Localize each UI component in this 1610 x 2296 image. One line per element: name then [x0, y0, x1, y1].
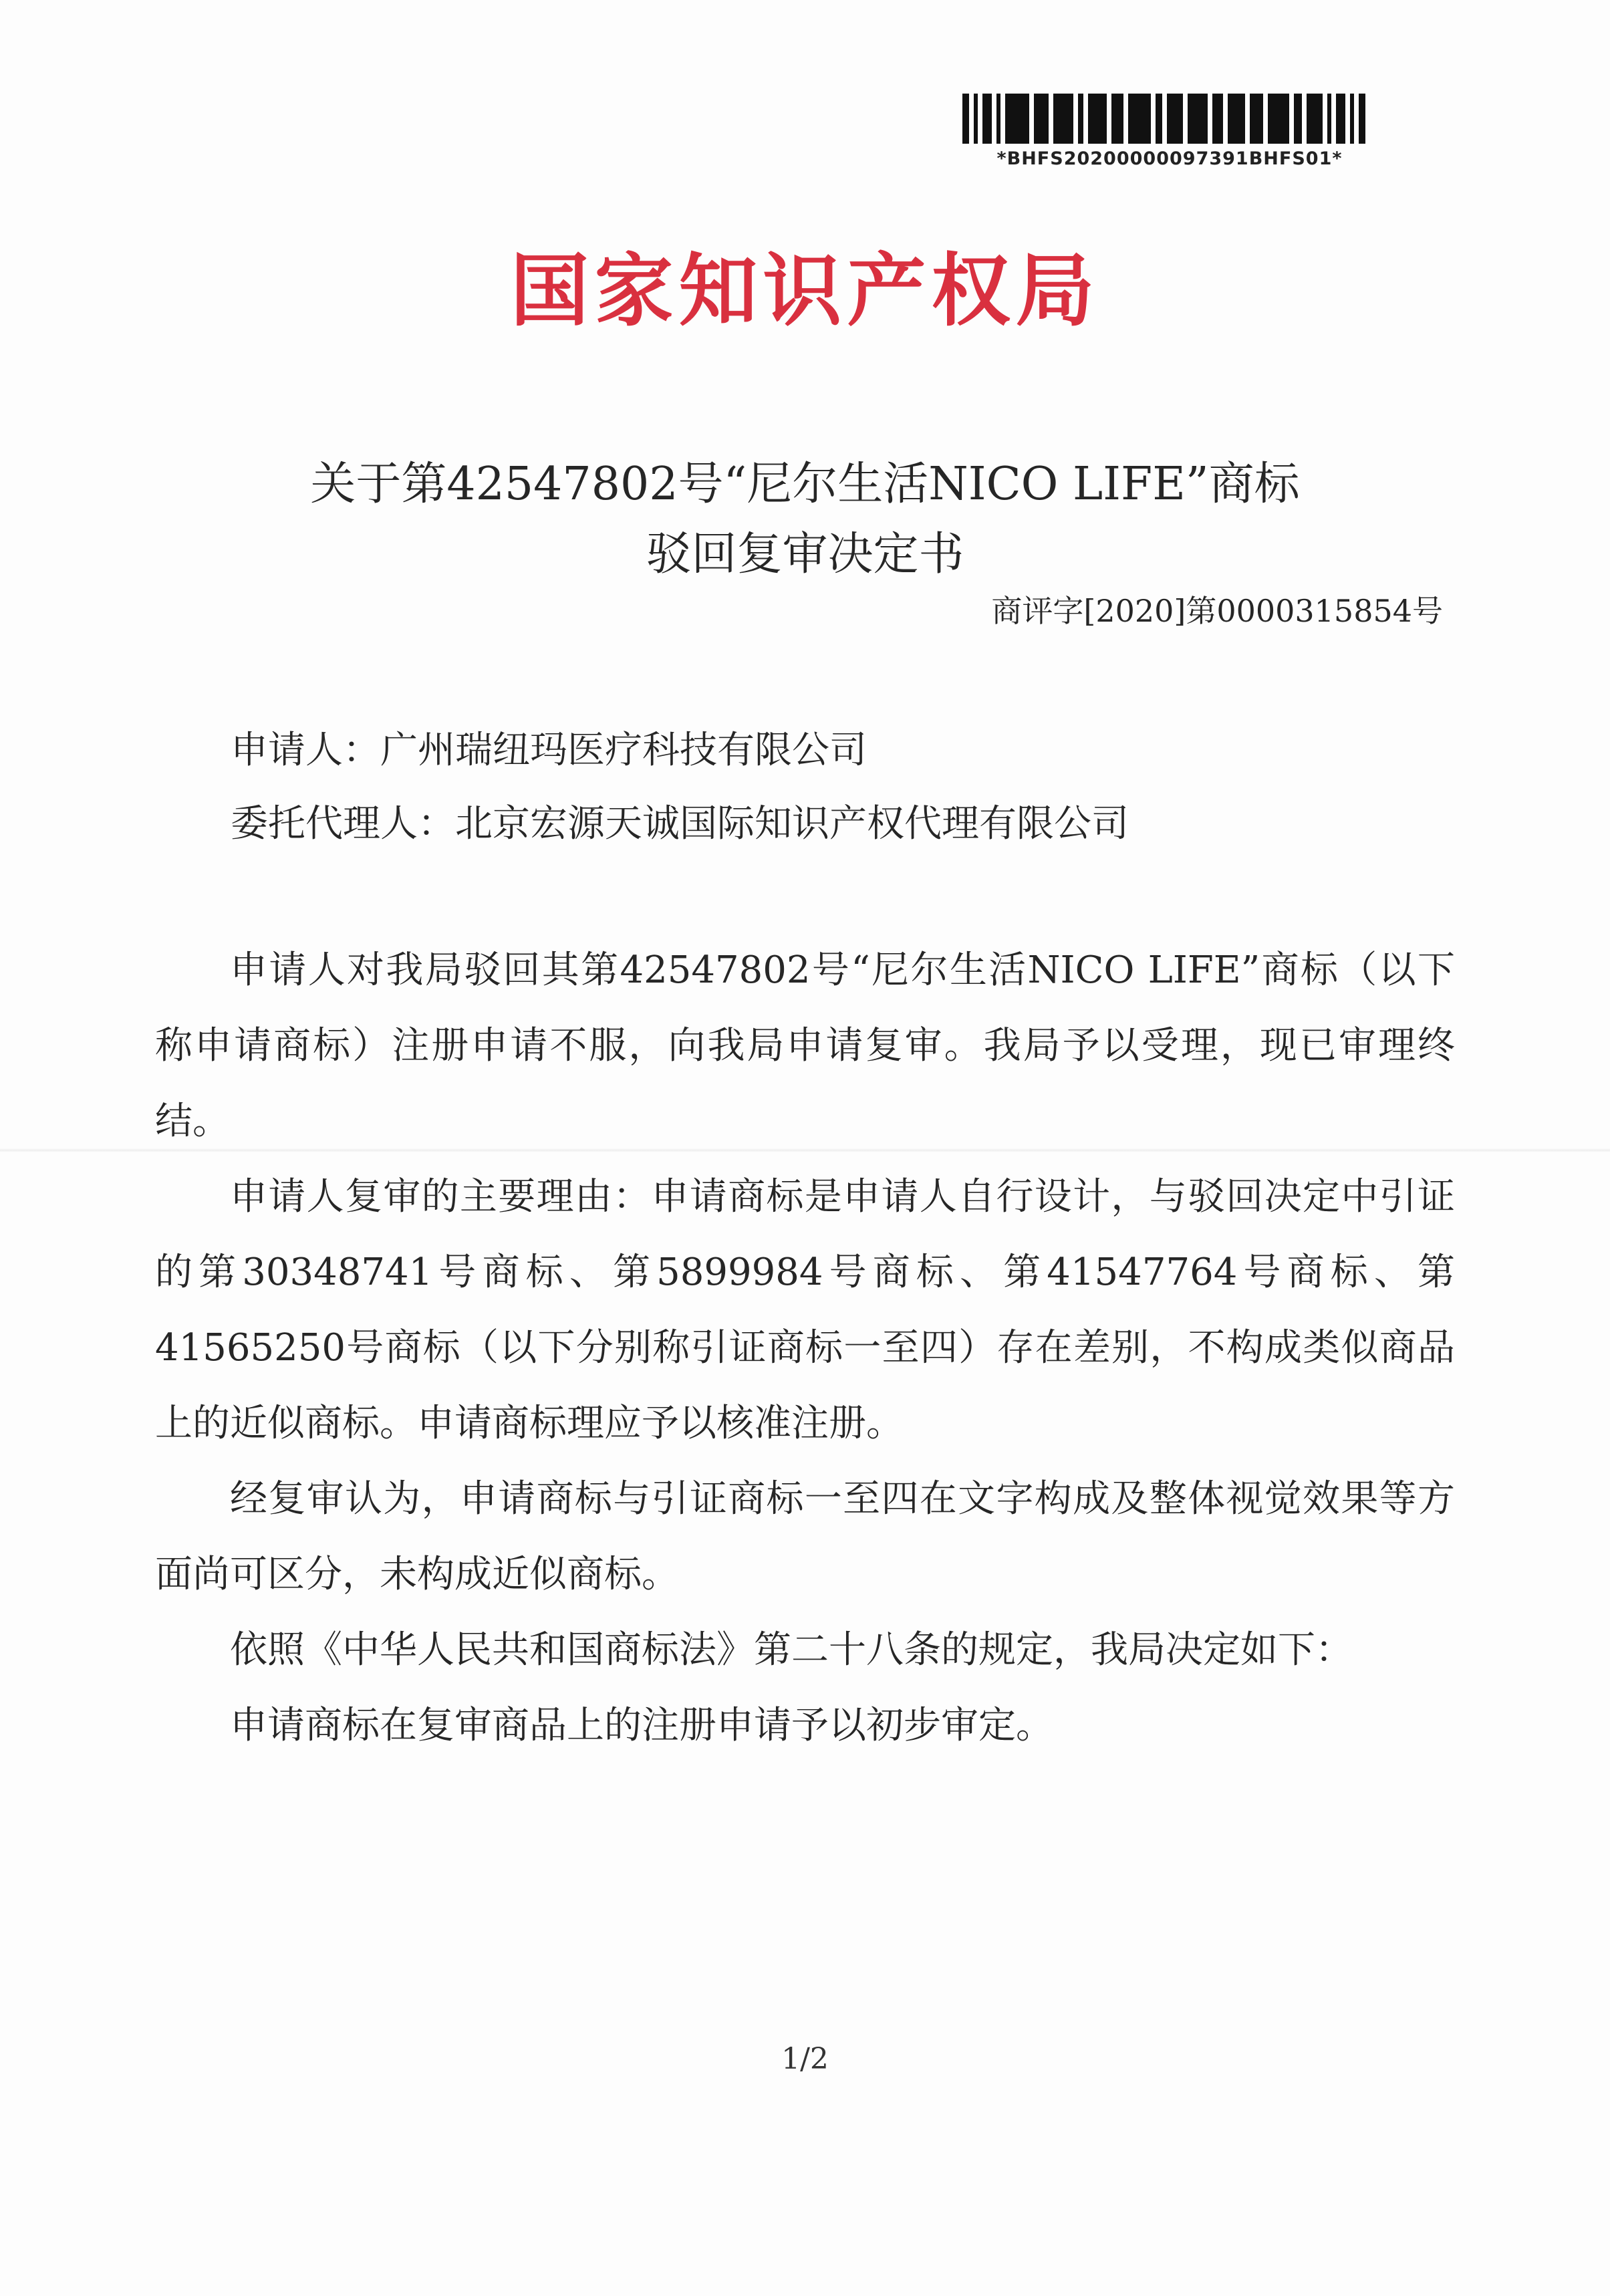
page-number: 1/2: [781, 2042, 829, 2076]
document-title-line-2: 驳回复审决定书: [646, 528, 964, 581]
barcode-image: [962, 94, 1377, 144]
body-paragraph: 申请人复审的主要理由：申请商标是申请人自行设计，与驳回决定中引证的第30348741号商标、第5899984号商标、第41547764号商标、第41565250号商标（以下分别称引证商标一至四）存在差别，不构成类似商品上的近似商标。申请商标理应予以核准注册。: [155, 1175, 1455, 1445]
barcode-caption: *BHFS20200000097391BHFS01*: [996, 148, 1343, 169]
body-paragraph: 申请商标在复审商品上的注册申请予以初步审定。: [230, 1704, 1053, 1747]
agent-line: 委托代理人：北京宏源天诚国际知识产权代理有限公司: [231, 802, 1129, 846]
document-title-line-1: 关于第42547802号“尼尔生活NICO LIFE”商标: [310, 458, 1300, 511]
decision-body: [155, 932, 1455, 1763]
issuing-agency-heading: 国家知识产权局: [510, 245, 1100, 337]
document-number: 商评字[2020]第0000315854号: [991, 593, 1443, 629]
body-paragraph: 申请人对我局驳回其第42547802号“尼尔生活NICO LIFE”商标（以下称申请商标）注册申请不服，向我局申请复审。我局予以受理，现已审理终结。: [155, 948, 1455, 1143]
body-paragraph: 经复审认为，申请商标与引证商标一至四在文字构成及整体视觉效果等方面尚可区分，未构成近似商标。: [155, 1477, 1455, 1596]
body-paragraph: 依照《中华人民共和国商标法》第二十八条的规定，我局决定如下：: [230, 1628, 1353, 1672]
applicant-line: 申请人：广州瑞纽玛医疗科技有限公司: [231, 729, 867, 772]
